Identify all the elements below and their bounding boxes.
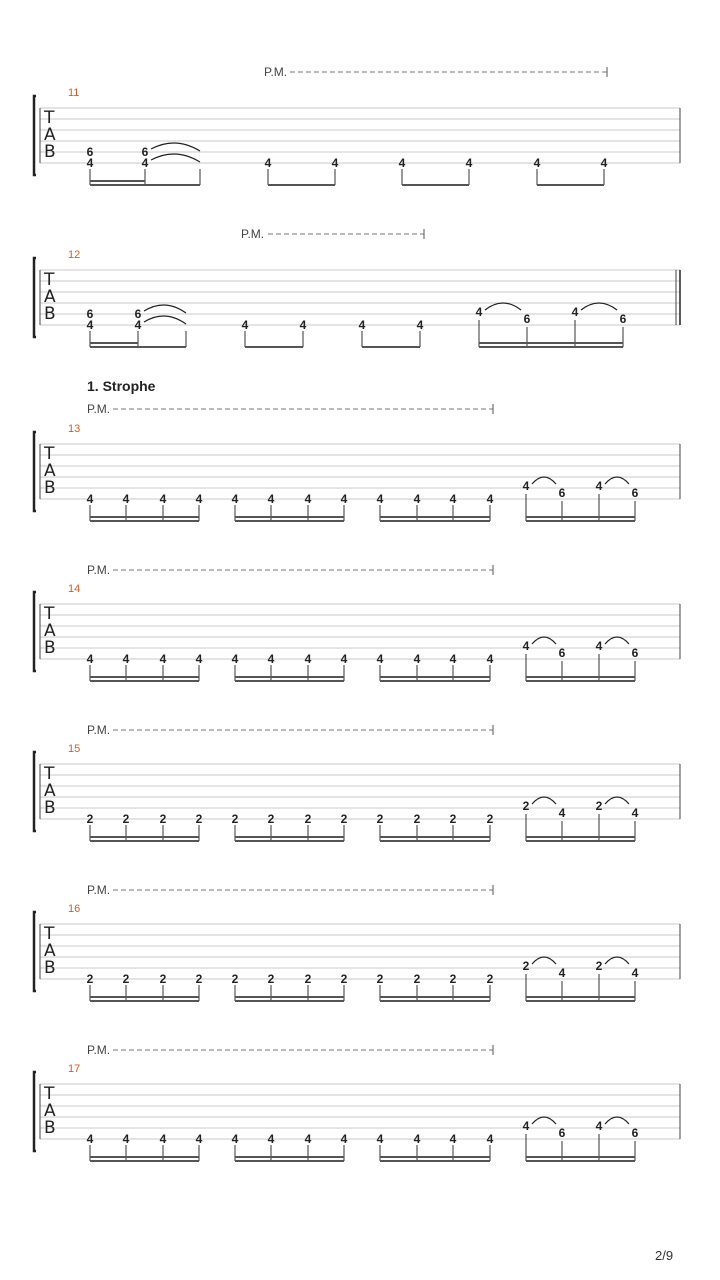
tab-letter-t: T xyxy=(44,270,55,290)
system-bracket xyxy=(34,258,36,337)
fret-number: 6 xyxy=(558,646,566,660)
fret-number: 4 xyxy=(486,492,494,506)
fret-number: 2 xyxy=(159,812,167,826)
hammer-on-arc xyxy=(485,303,521,310)
fret-number: 4 xyxy=(571,305,579,319)
fret-number: 2 xyxy=(267,812,275,826)
system-bracket xyxy=(34,1072,36,1151)
fret-number: 2 xyxy=(376,972,384,986)
hammer-on-arc xyxy=(532,957,556,964)
fret-number: 2 xyxy=(267,972,275,986)
tab-letter-t: T xyxy=(44,604,55,624)
fret-number: 4 xyxy=(159,1132,167,1146)
measure-number: 15 xyxy=(68,743,81,755)
fret-number: 2 xyxy=(159,972,167,986)
measure-number: 12 xyxy=(68,249,81,261)
system-17 xyxy=(34,1043,680,1161)
fret-number: 6 xyxy=(134,307,142,321)
fret-number: 6 xyxy=(86,307,94,321)
fret-number: 6 xyxy=(141,145,149,159)
tie-arc xyxy=(151,143,200,151)
tab-letter-t: T xyxy=(44,924,55,944)
fret-number: 2 xyxy=(340,972,348,986)
fret-number: 4 xyxy=(340,492,348,506)
tie-arc xyxy=(144,316,186,324)
fret-number: 4 xyxy=(231,652,239,666)
tab-letter-a: A xyxy=(44,125,56,145)
tab-letter-b: B xyxy=(44,478,56,498)
fret-number: 4 xyxy=(522,1119,530,1133)
measure-number: 11 xyxy=(68,87,80,99)
fret-number: 6 xyxy=(619,312,627,326)
fret-number: 4 xyxy=(486,652,494,666)
fret-number: 2 xyxy=(413,972,421,986)
fret-number: 4 xyxy=(267,1132,275,1146)
tab-letter-a: A xyxy=(44,941,56,961)
fret-number: 4 xyxy=(465,156,473,170)
fret-number: 4 xyxy=(449,1132,457,1146)
fret-number: 4 xyxy=(231,492,239,506)
palm-mute-label: P.M. xyxy=(87,402,111,416)
hammer-on-arc xyxy=(605,797,629,804)
fret-number: 2 xyxy=(122,972,130,986)
fret-number: 2 xyxy=(376,812,384,826)
tie-arc xyxy=(151,154,200,162)
tab-letter-b: B xyxy=(44,142,56,162)
fret-number: 4 xyxy=(264,156,272,170)
tab-letter-t: T xyxy=(44,444,55,464)
fret-number: 6 xyxy=(631,646,639,660)
system-bracket xyxy=(34,592,36,671)
fret-number: 6 xyxy=(631,1126,639,1140)
fret-number: 4 xyxy=(86,492,94,506)
palm-mute-label: P.M. xyxy=(87,883,111,897)
fret-number: 4 xyxy=(141,156,149,170)
fret-number: 2 xyxy=(304,972,312,986)
system-bracket xyxy=(34,96,36,175)
fret-number: 4 xyxy=(558,806,566,820)
tie-arc xyxy=(144,305,186,313)
tab-letter-a: A xyxy=(44,461,56,481)
fret-number: 4 xyxy=(86,652,94,666)
system-14 xyxy=(34,563,680,681)
fret-number: 4 xyxy=(595,479,603,493)
fret-number: 6 xyxy=(523,312,531,326)
tab-letter-b: B xyxy=(44,304,56,324)
measure-number: 16 xyxy=(68,903,81,915)
fret-number: 4 xyxy=(304,652,312,666)
measure-number: 17 xyxy=(68,1063,81,1075)
fret-number: 4 xyxy=(595,639,603,653)
fret-number: 4 xyxy=(475,305,483,319)
fret-number: 4 xyxy=(533,156,541,170)
fret-number: 4 xyxy=(416,318,424,332)
tab-letter-b: B xyxy=(44,1118,56,1138)
fret-number: 4 xyxy=(304,492,312,506)
fret-number: 6 xyxy=(558,1126,566,1140)
fret-number: 4 xyxy=(122,652,130,666)
fret-number: 4 xyxy=(304,1132,312,1146)
fret-number: 4 xyxy=(86,318,94,332)
fret-number: 2 xyxy=(122,812,130,826)
hammer-on-arc xyxy=(605,1117,629,1124)
fret-number: 4 xyxy=(331,156,339,170)
page-number: 2/9 xyxy=(655,1248,674,1263)
hammer-on-arc xyxy=(532,1117,556,1124)
hammer-on-arc xyxy=(532,637,556,644)
fret-number: 4 xyxy=(413,652,421,666)
fret-number: 4 xyxy=(376,652,384,666)
fret-number: 2 xyxy=(595,799,603,813)
tab-letter-b: B xyxy=(44,638,56,658)
hammer-on-arc xyxy=(605,477,629,484)
tab-letter-b: B xyxy=(44,958,56,978)
fret-number: 4 xyxy=(159,492,167,506)
system-bracket xyxy=(34,432,36,511)
fret-number: 4 xyxy=(413,492,421,506)
tab-letter-a: A xyxy=(44,1101,56,1121)
fret-number: 4 xyxy=(159,652,167,666)
system-11 xyxy=(34,65,680,185)
fret-number: 4 xyxy=(486,1132,494,1146)
fret-number: 4 xyxy=(413,1132,421,1146)
fret-number: 4 xyxy=(595,1119,603,1133)
fret-number: 4 xyxy=(195,1132,203,1146)
fret-number: 2 xyxy=(413,812,421,826)
fret-number: 2 xyxy=(340,812,348,826)
palm-mute-label: P.M. xyxy=(87,1043,111,1057)
fret-number: 6 xyxy=(558,486,566,500)
tab-letter-t: T xyxy=(44,1084,55,1104)
fret-number: 4 xyxy=(631,806,639,820)
fret-number: 4 xyxy=(267,492,275,506)
system-bracket xyxy=(34,752,36,831)
fret-number: 4 xyxy=(122,492,130,506)
fret-number: 2 xyxy=(231,972,239,986)
system-13 xyxy=(34,378,680,521)
palm-mute-label: P.M. xyxy=(241,227,265,241)
fret-number: 4 xyxy=(340,1132,348,1146)
fret-number: 2 xyxy=(449,812,457,826)
palm-mute-label: P.M. xyxy=(87,723,111,737)
fret-number: 4 xyxy=(558,966,566,980)
fret-number: 6 xyxy=(86,145,94,159)
fret-number: 4 xyxy=(134,318,142,332)
hammer-on-arc xyxy=(532,797,556,804)
fret-number: 2 xyxy=(195,972,203,986)
fret-number: 4 xyxy=(358,318,366,332)
fret-number: 4 xyxy=(299,318,307,332)
tab-letter-a: A xyxy=(44,781,56,801)
hammer-on-arc xyxy=(581,303,617,310)
hammer-on-arc xyxy=(532,477,556,484)
system-16 xyxy=(34,883,680,1001)
system-bracket xyxy=(34,912,36,991)
fret-number: 2 xyxy=(449,972,457,986)
fret-number: 4 xyxy=(376,1132,384,1146)
fret-number: 4 xyxy=(86,156,94,170)
fret-number: 2 xyxy=(86,972,94,986)
fret-number: 4 xyxy=(522,479,530,493)
fret-number: 4 xyxy=(195,652,203,666)
fret-number: 4 xyxy=(449,492,457,506)
fret-number: 4 xyxy=(340,652,348,666)
fret-number: 4 xyxy=(631,966,639,980)
fret-number: 6 xyxy=(631,486,639,500)
hammer-on-arc xyxy=(605,637,629,644)
fret-number: 4 xyxy=(195,492,203,506)
system-12 xyxy=(34,227,680,347)
fret-number: 4 xyxy=(376,492,384,506)
palm-mute-label: P.M. xyxy=(264,65,288,79)
system-15 xyxy=(34,723,680,841)
fret-number: 4 xyxy=(600,156,608,170)
fret-number: 2 xyxy=(486,812,494,826)
fret-number: 2 xyxy=(522,799,530,813)
fret-number: 4 xyxy=(231,1132,239,1146)
tab-letter-t: T xyxy=(44,764,55,784)
measure-number: 14 xyxy=(68,583,81,595)
tab-letter-b: B xyxy=(44,798,56,818)
fret-number: 2 xyxy=(86,812,94,826)
hammer-on-arc xyxy=(605,957,629,964)
tab-letter-a: A xyxy=(44,287,56,307)
fret-number: 4 xyxy=(122,1132,130,1146)
tab-letter-t: T xyxy=(44,108,55,128)
tab-letter-a: A xyxy=(44,621,56,641)
fret-number: 4 xyxy=(522,639,530,653)
fret-number: 2 xyxy=(195,812,203,826)
palm-mute-label: P.M. xyxy=(87,563,111,577)
fret-number: 4 xyxy=(86,1132,94,1146)
fret-number: 2 xyxy=(595,959,603,973)
measure-number: 13 xyxy=(68,423,81,435)
fret-number: 2 xyxy=(231,812,239,826)
fret-number: 4 xyxy=(241,318,249,332)
section-title: 1. Strophe xyxy=(87,378,156,394)
fret-number: 2 xyxy=(304,812,312,826)
fret-number: 4 xyxy=(398,156,406,170)
fret-number: 4 xyxy=(449,652,457,666)
fret-number: 2 xyxy=(486,972,494,986)
fret-number: 2 xyxy=(522,959,530,973)
fret-number: 4 xyxy=(267,652,275,666)
